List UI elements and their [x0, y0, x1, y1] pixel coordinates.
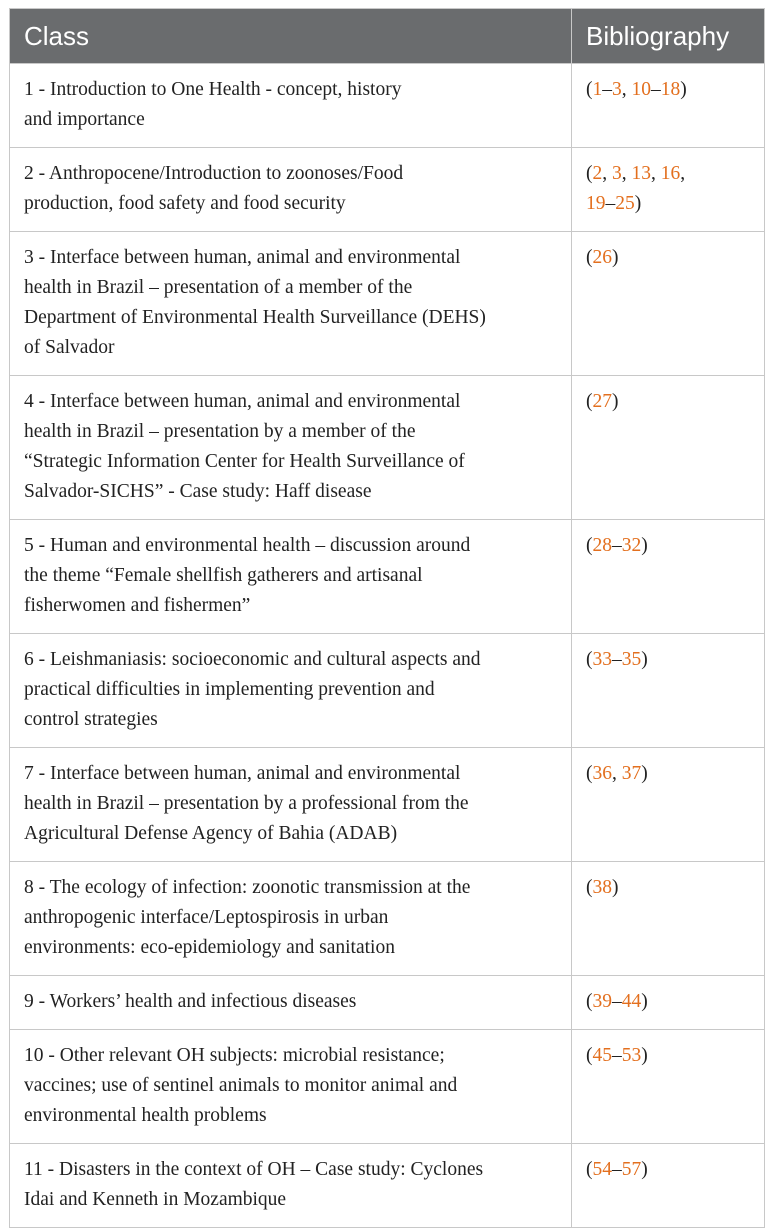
reference-punctuation: – [612, 1159, 622, 1180]
reference-punctuation: ) [634, 193, 642, 214]
class-cell: 10 - Other relevant OH subjects: microbial resistance; vaccines; use of sentinel animals to monitor animal and environmental health problems [10, 1030, 572, 1144]
bibliography-cell [572, 232, 765, 376]
bibliography-cell [572, 148, 765, 232]
reference-punctuation: ( [586, 991, 593, 1012]
bibliography-cell [572, 376, 765, 520]
reference-link[interactable]: 39 [592, 991, 612, 1012]
reference-punctuation: ( [586, 763, 593, 784]
reference-punctuation: ) [641, 649, 648, 670]
reference-punctuation: ( [586, 391, 593, 412]
class-cell: 11 - Disasters in the context of OH – Case study: Cyclones Idai and Kenneth in Mozambique [10, 1144, 572, 1228]
table-row [10, 520, 765, 634]
class-cell: 8 - The ecology of infection: zoonotic transmission at the anthropogenic interface/Leptospirosis in urban environments: eco-epidemiology and sanitation [10, 862, 572, 976]
reference-link[interactable]: 3 [612, 163, 622, 184]
reference-link[interactable]: 35 [621, 649, 642, 670]
reference-punctuation: ( [586, 1159, 593, 1180]
reference-link[interactable]: 57 [621, 1159, 642, 1180]
reference-punctuation: ) [641, 1045, 648, 1066]
reference-punctuation: ( [586, 649, 593, 670]
reference-punctuation: , [612, 763, 622, 784]
reference-link[interactable]: 53 [621, 1045, 642, 1066]
reference-link[interactable]: 25 [615, 193, 635, 214]
reference-punctuation: – [651, 79, 661, 100]
class-cell: 5 - Human and environmental health – discussion around the theme “Female shellfish gatherers and artisanal fisherwomen and fishermen” [10, 520, 572, 634]
reference-punctuation: , [651, 163, 661, 184]
bibliography-cell [572, 634, 765, 748]
class-cell: 1 - Introduction to One Health - concept, history and importance [10, 64, 572, 148]
reference-punctuation: ) [641, 1159, 648, 1180]
reference-link[interactable]: 38 [592, 877, 612, 898]
reference-punctuation: ) [641, 763, 648, 784]
class-cell: 4 - Interface between human, animal and environmental health in Brazil – presentation by a member of the “Strategic Information Center for Health Surveillance of Salvador-SICHS” - Case study: Haff disease [10, 376, 572, 520]
table-container [9, 8, 764, 1228]
reference-punctuation: ) [612, 247, 619, 268]
bibliography-cell [572, 1144, 765, 1228]
reference-punctuation: ) [612, 391, 619, 412]
table-row [10, 376, 765, 520]
class-cell: 6 - Leishmaniasis: socioeconomic and cultural aspects and practical difficulties in implementing prevention and control strategies [10, 634, 572, 748]
reference-punctuation: ) [680, 79, 687, 100]
bibliography-cell [572, 520, 765, 634]
bibliography-cell [572, 1030, 765, 1144]
reference-punctuation: ) [641, 991, 648, 1012]
reference-link[interactable]: 16 [660, 163, 681, 184]
table-row [10, 1144, 765, 1228]
reference-link[interactable]: 1 [592, 79, 603, 100]
class-cell: 2 - Anthropocene/Introduction to zoonoses/Food production, food safety and food security [10, 148, 572, 232]
reference-punctuation: – [605, 193, 616, 214]
reference-link[interactable]: 54 [592, 1159, 612, 1180]
reference-punctuation: ( [586, 247, 593, 268]
reference-punctuation: ) [641, 535, 648, 556]
reference-punctuation: ( [586, 535, 593, 556]
reference-punctuation: , [602, 163, 612, 184]
reference-link[interactable]: 3 [612, 79, 622, 100]
bibliography-cell [572, 862, 765, 976]
header-bibliography: Bibliography [572, 9, 765, 64]
reference-link[interactable]: 19 [586, 193, 606, 214]
reference-link[interactable]: 26 [592, 247, 612, 268]
header-row [10, 9, 765, 64]
class-bibliography-table [9, 8, 765, 1228]
table-row [10, 634, 765, 748]
table-row [10, 64, 765, 148]
reference-link[interactable]: 44 [621, 991, 642, 1012]
table-body [10, 64, 765, 1228]
reference-link[interactable]: 13 [631, 163, 651, 184]
reference-punctuation: ) [612, 877, 619, 898]
table-row [10, 862, 765, 976]
table-row [10, 148, 765, 232]
table-row [10, 232, 765, 376]
class-cell: 9 - Workers’ health and infectious diseases [10, 976, 572, 1030]
reference-punctuation: ( [586, 877, 593, 898]
bibliography-cell [572, 748, 765, 862]
reference-link[interactable]: 2 [592, 163, 603, 184]
bibliography-cell [572, 64, 765, 148]
reference-link[interactable]: 32 [621, 535, 642, 556]
reference-link[interactable]: 10 [631, 79, 651, 100]
reference-link[interactable]: 45 [592, 1045, 612, 1066]
class-cell: 3 - Interface between human, animal and environmental health in Brazil – presentation of a member of the Department of Environmental Health Surveillance (DEHS) of Salvador [10, 232, 572, 376]
reference-link[interactable]: 36 [592, 763, 612, 784]
reference-punctuation: , [621, 79, 632, 100]
table-row [10, 1030, 765, 1144]
table-row [10, 976, 765, 1030]
reference-punctuation: , [680, 163, 686, 184]
reference-link[interactable]: 37 [621, 763, 642, 784]
reference-link[interactable]: 18 [660, 79, 681, 100]
reference-link[interactable]: 28 [592, 535, 612, 556]
reference-punctuation: – [612, 1045, 622, 1066]
reference-punctuation: – [612, 649, 622, 670]
reference-punctuation: – [612, 535, 622, 556]
reference-punctuation: ( [586, 163, 593, 184]
reference-punctuation: – [602, 79, 612, 100]
class-cell: 7 - Interface between human, animal and environmental health in Brazil – presentation by a professional from the Agricultural Defense Agency of Bahia (ADAB) [10, 748, 572, 862]
bibliography-cell [572, 976, 765, 1030]
reference-link[interactable]: 27 [592, 391, 612, 412]
reference-link[interactable]: 33 [592, 649, 612, 670]
reference-punctuation: , [621, 163, 632, 184]
reference-punctuation: – [612, 991, 622, 1012]
reference-punctuation: ( [586, 79, 593, 100]
table-row [10, 748, 765, 862]
reference-punctuation: ( [586, 1045, 593, 1066]
header-class: Class [10, 9, 572, 64]
